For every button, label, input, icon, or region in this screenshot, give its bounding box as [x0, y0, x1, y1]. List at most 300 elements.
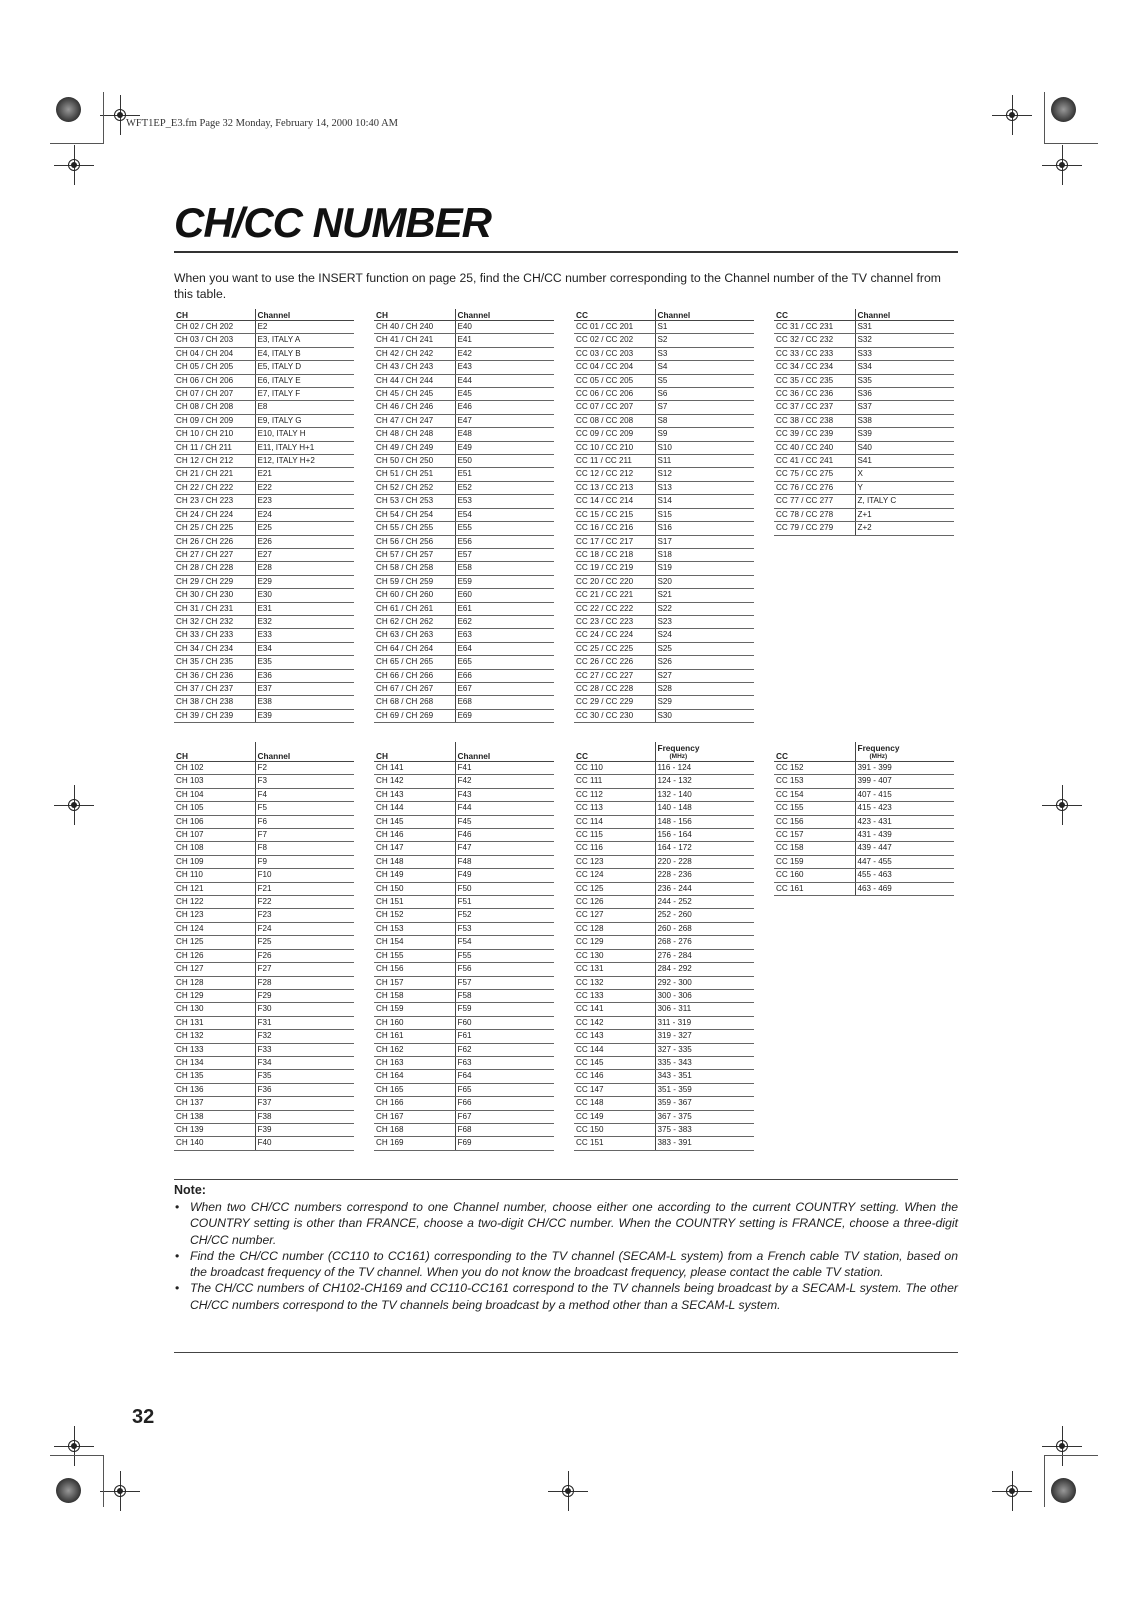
channel-value-cell: 359 - 367 [655, 1097, 754, 1110]
channel-value-cell: S31 [855, 321, 954, 334]
channel-value-cell: F38 [255, 1110, 354, 1123]
trim-line [50, 1455, 104, 1456]
table-row [174, 1056, 354, 1069]
ch-cc-number-cell: CC 79 / CC 279 [774, 522, 855, 535]
table-row [574, 602, 754, 615]
channel-value-cell: F25 [255, 936, 354, 949]
table-row [374, 589, 554, 602]
table-row [774, 882, 954, 895]
ch-cc-number-cell: CH 123 [174, 909, 255, 922]
ch-cc-number-cell: CC 07 / CC 207 [574, 401, 655, 414]
table-row [374, 709, 554, 722]
table-row [574, 562, 754, 575]
crosshair-mark-mid-left [62, 793, 86, 817]
table-row [374, 842, 554, 855]
channel-value-cell: F24 [255, 922, 354, 935]
table-row [374, 321, 554, 334]
ch-cc-number-cell: CC 19 / CC 219 [574, 562, 655, 575]
channel-value-cell: E40 [455, 321, 554, 334]
ch-cc-number-cell: CH 147 [374, 842, 455, 855]
channel-value-cell: E47 [455, 414, 554, 427]
channel-value-cell: 252 - 260 [655, 909, 754, 922]
table-row [574, 682, 754, 695]
crosshair-mark-bottom-left-inner [108, 1479, 132, 1503]
ch-cc-number-cell: CH 31 / CH 231 [174, 602, 255, 615]
ch-cc-number-cell: CC 05 / CC 205 [574, 374, 655, 387]
ch-cc-number-cell: CH 132 [174, 1030, 255, 1043]
ch-cc-number-cell: CC 161 [774, 882, 855, 895]
ch-cc-number-cell: CH 138 [174, 1110, 255, 1123]
table-row [774, 361, 954, 374]
channel-value-cell: E33 [255, 629, 354, 642]
ch-cc-number-cell: CC 159 [774, 855, 855, 868]
table-row [374, 936, 554, 949]
table-cc-31-79 [774, 309, 954, 536]
ch-cc-number-cell: CH 47 / CH 247 [374, 414, 455, 427]
channel-value-cell: S36 [855, 388, 954, 401]
table-row [174, 696, 354, 709]
note-title: Note: [174, 1183, 206, 1197]
ch-cc-number-cell: CC 113 [574, 802, 655, 815]
ch-cc-number-cell: CC 141 [574, 1003, 655, 1016]
table-row [174, 347, 354, 360]
ch-cc-number-cell: CH 36 / CH 236 [174, 669, 255, 682]
ch-cc-number-cell: CH 63 / CH 263 [374, 629, 455, 642]
table-row [374, 1097, 554, 1110]
table-row [574, 347, 754, 360]
ch-cc-number-cell: CC 133 [574, 989, 655, 1002]
column-header-channel: Channel [855, 309, 954, 321]
table-row [174, 522, 354, 535]
table-row [774, 414, 954, 427]
channel-value-cell: E39 [255, 709, 354, 722]
ch-cc-number-cell: CC 149 [574, 1110, 655, 1123]
table-row [574, 361, 754, 374]
channel-value-cell: E46 [455, 401, 554, 414]
ch-cc-number-cell: CC 25 / CC 225 [574, 642, 655, 655]
channel-value-cell: F47 [455, 842, 554, 855]
ch-cc-number-cell: CH 07 / CH 207 [174, 388, 255, 401]
table-row [574, 1016, 754, 1029]
table-row [174, 321, 354, 334]
ch-cc-number-cell: CH 160 [374, 1016, 455, 1029]
table-row [774, 321, 954, 334]
ch-cc-number-cell: CH 33 / CH 233 [174, 629, 255, 642]
channel-value-cell: F54 [455, 936, 554, 949]
table-row [574, 1123, 754, 1136]
column-header-ch: CH [174, 309, 255, 321]
ch-cc-number-cell: CC 36 / CC 236 [774, 388, 855, 401]
table-row [574, 936, 754, 949]
ch-cc-number-cell: CH 130 [174, 1003, 255, 1016]
channel-value-cell: Z+2 [855, 522, 954, 535]
ch-cc-number-cell: CC 12 / CC 212 [574, 468, 655, 481]
channel-value-cell: S23 [655, 615, 754, 628]
channel-value-cell: 407 - 415 [855, 788, 954, 801]
frequency-unit: (MHz) [669, 753, 688, 760]
ch-cc-number-cell: CH 68 / CH 268 [374, 696, 455, 709]
ch-cc-number-cell: CC 153 [774, 775, 855, 788]
channel-value-cell: F35 [255, 1070, 354, 1083]
table-row [174, 949, 354, 962]
ch-cc-number-cell: CC 16 / CC 216 [574, 522, 655, 535]
channel-value-cell: S19 [655, 562, 754, 575]
ch-cc-number-cell: CH 04 / CH 204 [174, 347, 255, 360]
channel-value-cell: 260 - 268 [655, 922, 754, 935]
ch-cc-number-cell: CC 35 / CC 235 [774, 374, 855, 387]
ch-cc-number-cell: CH 42 / CH 242 [374, 347, 455, 360]
ch-cc-number-cell: CC 41 / CC 241 [774, 455, 855, 468]
table-row [374, 896, 554, 909]
table-row [574, 401, 754, 414]
table-row [174, 855, 354, 868]
ch-cc-number-cell: CH 144 [374, 802, 455, 815]
ch-cc-number-cell: CH 29 / CH 229 [174, 575, 255, 588]
channel-value-cell: S14 [655, 495, 754, 508]
channel-value-cell: 431 - 439 [855, 829, 954, 842]
frequency-unit: (MHz) [869, 753, 888, 760]
ch-cc-number-cell: CH 37 / CH 237 [174, 682, 255, 695]
ch-cc-number-cell: CC 112 [574, 788, 655, 801]
table-row [574, 1097, 754, 1110]
ch-cc-number-cell: CH 168 [374, 1123, 455, 1136]
table-row [774, 855, 954, 868]
channel-value-cell: E52 [455, 481, 554, 494]
channel-value-cell: F36 [255, 1083, 354, 1096]
table-row [174, 936, 354, 949]
table-row [174, 508, 354, 521]
table-row [374, 922, 554, 935]
ch-cc-number-cell: CH 60 / CH 260 [374, 589, 455, 602]
trim-line [1044, 92, 1045, 144]
channel-value-cell: F34 [255, 1056, 354, 1069]
table-row [574, 1056, 754, 1069]
ch-cc-number-cell: CC 157 [774, 829, 855, 842]
ch-cc-number-cell: CC 156 [774, 815, 855, 828]
table-row [374, 855, 554, 868]
column-header-channel: Channel [455, 309, 554, 321]
ch-cc-number-cell: CH 58 / CH 258 [374, 562, 455, 575]
table-row [174, 882, 354, 895]
table-row [174, 414, 354, 427]
channel-value-cell: 415 - 423 [855, 802, 954, 815]
table-row [774, 455, 954, 468]
ch-cc-number-cell: CH 21 / CH 221 [174, 468, 255, 481]
crosshair-mark-mid-right [1050, 793, 1074, 817]
ch-cc-number-cell: CC 76 / CC 276 [774, 481, 855, 494]
ch-cc-number-cell: CC 125 [574, 882, 655, 895]
channel-value-cell: S24 [655, 629, 754, 642]
ch-cc-number-cell: CC 04 / CC 204 [574, 361, 655, 374]
channel-value-cell: E48 [455, 428, 554, 441]
table-row [374, 361, 554, 374]
ch-cc-number-cell: CH 28 / CH 228 [174, 562, 255, 575]
ch-cc-number-cell: CC 127 [574, 909, 655, 922]
ch-cc-number-cell: CC 129 [574, 936, 655, 949]
note-item: • Find the CH/CC number (CC110 to CC161) corresponding to the TV channel (SECAM-L system) from a French cable TV station, based on the broadcast frequency of the TV channel. When you do not know the broadcast frequency, please contact the cable TV station. [174, 1248, 958, 1281]
channel-value-cell: 327 - 335 [655, 1043, 754, 1056]
channel-value-cell: F10 [255, 869, 354, 882]
ch-cc-number-cell: CC 148 [574, 1097, 655, 1110]
table-row [574, 1030, 754, 1043]
ch-cc-number-cell: CH 32 / CH 232 [174, 615, 255, 628]
channel-value-cell: F32 [255, 1030, 354, 1043]
channel-value-cell: S38 [855, 414, 954, 427]
table-row [574, 1070, 754, 1083]
ch-cc-number-cell: CC 115 [574, 829, 655, 842]
table-row [374, 1083, 554, 1096]
channel-value-cell: E27 [255, 548, 354, 561]
registration-disc-top-right [1051, 97, 1076, 122]
table-row [574, 1043, 754, 1056]
ch-cc-number-cell: CH 152 [374, 909, 455, 922]
table-row [174, 562, 354, 575]
channel-value-cell: E64 [455, 642, 554, 655]
table-row [574, 1110, 754, 1123]
ch-cc-number-cell: CH 106 [174, 815, 255, 828]
ch-cc-number-cell: CC 143 [574, 1030, 655, 1043]
table-row [774, 401, 954, 414]
table-row [174, 361, 354, 374]
channel-value-cell: E6, ITALY E [255, 374, 354, 387]
crosshair-mark-bottom-center [556, 1479, 580, 1503]
table-row [374, 642, 554, 655]
channel-value-cell: F43 [455, 788, 554, 801]
channel-value-cell: S20 [655, 575, 754, 588]
ch-cc-number-cell: CH 22 / CH 222 [174, 481, 255, 494]
ch-cc-number-cell: CH 157 [374, 976, 455, 989]
channel-value-cell: F67 [455, 1110, 554, 1123]
table-row [574, 829, 754, 842]
channel-value-cell: E36 [255, 669, 354, 682]
table-ch-40-69 [374, 309, 554, 723]
table-row [574, 1003, 754, 1016]
channel-value-cell: E59 [455, 575, 554, 588]
crosshair-mark-top-right-lower [1050, 153, 1074, 177]
ch-cc-number-cell: CC 147 [574, 1083, 655, 1096]
ch-cc-number-cell: CH 44 / CH 244 [374, 374, 455, 387]
channel-value-cell: S2 [655, 334, 754, 347]
table-row [174, 1123, 354, 1136]
table-row [374, 815, 554, 828]
table-row [574, 896, 754, 909]
table-row [174, 788, 354, 801]
table-row [574, 869, 754, 882]
channel-value-cell: E56 [455, 535, 554, 548]
table-row [774, 788, 954, 801]
ch-cc-number-cell: CH 167 [374, 1110, 455, 1123]
table-row [174, 656, 354, 669]
channel-value-cell: F53 [455, 922, 554, 935]
ch-cc-number-cell: CC 10 / CC 210 [574, 441, 655, 454]
table-row [574, 468, 754, 481]
channel-value-cell: S12 [655, 468, 754, 481]
ch-cc-number-cell: CC 152 [774, 762, 855, 775]
table-row [774, 842, 954, 855]
ch-cc-number-cell: CH 158 [374, 989, 455, 1002]
table-row [574, 629, 754, 642]
channel-value-cell: F60 [455, 1016, 554, 1029]
channel-value-cell: F69 [455, 1137, 554, 1150]
trim-line [103, 92, 104, 144]
table-row [774, 829, 954, 842]
ch-cc-number-cell: CH 146 [374, 829, 455, 842]
table-row [174, 1043, 354, 1056]
channel-value-cell: E25 [255, 522, 354, 535]
ch-cc-number-cell: CH 49 / CH 249 [374, 441, 455, 454]
channel-value-cell: F42 [455, 775, 554, 788]
channel-value-cell: S3 [655, 347, 754, 360]
channel-value-cell: E58 [455, 562, 554, 575]
channel-value-cell: E50 [455, 455, 554, 468]
column-header-cc: CC [774, 742, 855, 762]
channel-value-cell: 124 - 132 [655, 775, 754, 788]
channel-value-cell: F52 [455, 909, 554, 922]
registration-disc-top-left [56, 97, 81, 122]
column-header-cc: CC [574, 309, 655, 321]
table-row [174, 548, 354, 561]
ch-cc-number-cell: CH 35 / CH 235 [174, 656, 255, 669]
ch-cc-number-cell: CH 136 [174, 1083, 255, 1096]
channel-value-cell: E31 [255, 602, 354, 615]
column-header-channel: Channel [255, 309, 354, 321]
ch-cc-number-cell: CC 33 / CC 233 [774, 347, 855, 360]
ch-cc-number-cell: CC 23 / CC 223 [574, 615, 655, 628]
note-divider-top [174, 1179, 958, 1180]
ch-cc-number-cell: CH 09 / CH 209 [174, 414, 255, 427]
channel-value-cell: E29 [255, 575, 354, 588]
table-row [374, 629, 554, 642]
channel-value-cell: 284 - 292 [655, 963, 754, 976]
table-row [574, 775, 754, 788]
table-row [374, 441, 554, 454]
channel-value-cell: F3 [255, 775, 354, 788]
ch-cc-number-cell: CH 166 [374, 1097, 455, 1110]
table-row [174, 775, 354, 788]
table-row [174, 1097, 354, 1110]
channel-value-cell: F37 [255, 1097, 354, 1110]
channel-value-cell: E60 [455, 589, 554, 602]
ch-cc-number-cell: CH 02 / CH 202 [174, 321, 255, 334]
table-row [574, 855, 754, 868]
channel-value-cell: 375 - 383 [655, 1123, 754, 1136]
channel-value-cell: F7 [255, 829, 354, 842]
ch-cc-number-cell: CH 149 [374, 869, 455, 882]
table-row [174, 1137, 354, 1150]
table-row [374, 428, 554, 441]
table-row [574, 321, 754, 334]
channel-value-cell: F29 [255, 989, 354, 1002]
channel-value-cell: F41 [455, 762, 554, 775]
channel-value-cell: F68 [455, 1123, 554, 1136]
ch-cc-number-cell: CH 126 [174, 949, 255, 962]
ch-cc-number-cell: CC 18 / CC 218 [574, 548, 655, 561]
channel-value-cell: E2 [255, 321, 354, 334]
channel-value-cell: S15 [655, 508, 754, 521]
channel-value-cell: E26 [255, 535, 354, 548]
ch-cc-number-cell: CH 108 [174, 842, 255, 855]
ch-cc-number-cell: CC 123 [574, 855, 655, 868]
channel-value-cell: 228 - 236 [655, 869, 754, 882]
trim-line [1044, 1455, 1098, 1456]
ch-cc-number-cell: CH 08 / CH 208 [174, 401, 255, 414]
channel-value-cell: F51 [455, 896, 554, 909]
channel-value-cell: E43 [455, 361, 554, 374]
table-row [174, 1110, 354, 1123]
file-info-header: WFT1EP_E3.fm Page 32 Monday, February 14, 2000 10:40 AM [126, 118, 399, 129]
table-row [574, 802, 754, 815]
table-row [374, 535, 554, 548]
crosshair-mark-top-right [1000, 103, 1024, 127]
channel-value-cell: S33 [855, 347, 954, 360]
ch-cc-number-cell: CH 69 / CH 269 [374, 709, 455, 722]
table-row [574, 842, 754, 855]
channel-value-cell: S6 [655, 388, 754, 401]
channel-value-cell: E28 [255, 562, 354, 575]
table-row [174, 642, 354, 655]
ch-cc-number-cell: CH 62 / CH 262 [374, 615, 455, 628]
channel-value-cell: 423 - 431 [855, 815, 954, 828]
table-ch-102-140 [174, 742, 354, 1151]
table-row [774, 428, 954, 441]
ch-cc-number-cell: CH 155 [374, 949, 455, 962]
ch-cc-number-cell: CH 59 / CH 259 [374, 575, 455, 588]
ch-cc-number-cell: CH 134 [174, 1056, 255, 1069]
table-row [774, 802, 954, 815]
channel-value-cell: 335 - 343 [655, 1056, 754, 1069]
ch-cc-number-cell: CC 15 / CC 215 [574, 508, 655, 521]
channel-value-cell: 300 - 306 [655, 989, 754, 1002]
ch-cc-number-cell: CH 139 [174, 1123, 255, 1136]
channel-value-cell: F39 [255, 1123, 354, 1136]
channel-value-cell: E22 [255, 481, 354, 494]
table-row [374, 388, 554, 401]
channel-value-cell: E51 [455, 468, 554, 481]
ch-cc-number-cell: CC 01 / CC 201 [574, 321, 655, 334]
ch-cc-number-cell: CC 30 / CC 230 [574, 709, 655, 722]
ch-cc-number-cell: CC 132 [574, 976, 655, 989]
ch-cc-number-cell: CH 145 [374, 815, 455, 828]
table-row [174, 388, 354, 401]
table-row [374, 481, 554, 494]
crosshair-mark-top-left-lower [62, 153, 86, 177]
channel-value-cell: E12, ITALY H+2 [255, 455, 354, 468]
channel-value-cell: 319 - 327 [655, 1030, 754, 1043]
channel-value-cell: S13 [655, 481, 754, 494]
ch-cc-number-cell: CH 55 / CH 255 [374, 522, 455, 535]
registration-disc-bottom-right [1051, 1478, 1076, 1503]
channel-value-cell: E37 [255, 682, 354, 695]
channel-value-cell: E61 [455, 602, 554, 615]
channel-value-cell: 306 - 311 [655, 1003, 754, 1016]
channel-value-cell: 236 - 244 [655, 882, 754, 895]
table-row [374, 1123, 554, 1136]
column-header-ch: CH [374, 742, 455, 762]
table-row [174, 709, 354, 722]
table-row [374, 347, 554, 360]
table-row [374, 562, 554, 575]
channel-value-cell: F5 [255, 802, 354, 815]
ch-cc-number-cell: CC 28 / CC 228 [574, 682, 655, 695]
ch-cc-number-cell: CH 54 / CH 254 [374, 508, 455, 521]
channel-value-cell: F9 [255, 855, 354, 868]
ch-cc-number-cell: CC 145 [574, 1056, 655, 1069]
channel-value-cell: S32 [855, 334, 954, 347]
channel-value-cell: F61 [455, 1030, 554, 1043]
ch-cc-number-cell: CC 26 / CC 226 [574, 656, 655, 669]
table-row [574, 441, 754, 454]
table-row [374, 1043, 554, 1056]
